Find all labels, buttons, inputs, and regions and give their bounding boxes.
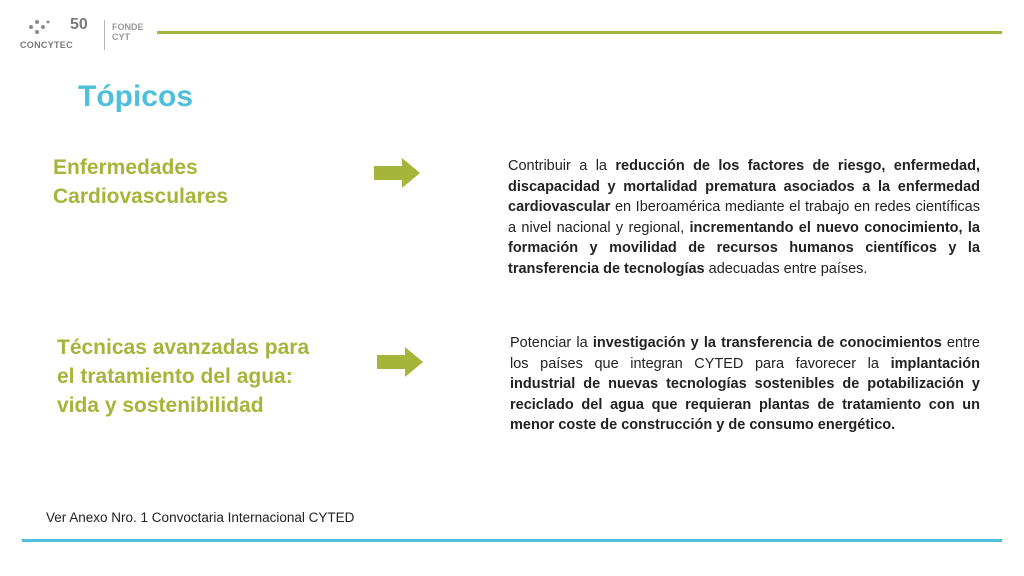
description-bold-segment: incrementando el nuevo conocimiento, la formación y movilidad de recursos humanos científicos y la transferencia de tecnologías xyxy=(508,219,980,277)
footnote: Ver Anexo Nro. 1 Convoctaria Internacional CYTED xyxy=(46,510,355,525)
description-segment: entre los países que integran CYTED para favorecer la xyxy=(510,335,980,372)
logo-divider xyxy=(104,20,105,50)
description-segment: en Iberoamérica mediante el trabajo en redes científicas a nivel nacional y regional, xyxy=(508,199,980,236)
logo-fund-line2: CYT xyxy=(112,32,130,42)
description-segment: Contribuir a la xyxy=(508,158,616,174)
topic-description-cardiovascular xyxy=(508,156,980,279)
footer-divider xyxy=(22,539,1002,542)
description-segment: adecuadas entre países. xyxy=(704,260,868,277)
topic-description-water-treatment xyxy=(510,333,980,436)
topic-title-cardiovascular: Enfermedades Cardiovasculares xyxy=(53,156,229,208)
right-arrow-icon xyxy=(374,158,420,188)
description-segment: Potenciar la xyxy=(510,335,593,351)
logo-fund-name xyxy=(112,22,144,42)
header-divider xyxy=(157,31,1002,34)
description-bold-segment: reducción de los factores de riesgo, enfermedad, discapacidad y mortalidad prematura asociados a la enfermedad cardiovascular xyxy=(508,158,981,215)
concytec-fondecyt-logo xyxy=(20,16,144,54)
logo-org-name: CONCYTEC xyxy=(20,40,73,50)
concytec-mark-icon xyxy=(26,18,54,36)
topic-title-water-treatment: Técnicas avanzadas para el tratamiento del agua: vida y sostenibilidad xyxy=(57,336,310,417)
description-bold-segment: implantación industrial de nuevas tecnologías sostenibles de potabilización y reciclado del agua que requieran plantas de tratamiento con un menor coste de construcción y de consumo energético. xyxy=(510,355,980,433)
logo-fund-line1: FONDE xyxy=(112,22,144,32)
slide-title: Tópicos xyxy=(78,80,194,113)
right-arrow-icon xyxy=(377,347,423,377)
logo-anniversary-number: 50 xyxy=(70,16,88,33)
description-bold-segment: investigación y la transferencia de conocimientos xyxy=(592,335,942,351)
